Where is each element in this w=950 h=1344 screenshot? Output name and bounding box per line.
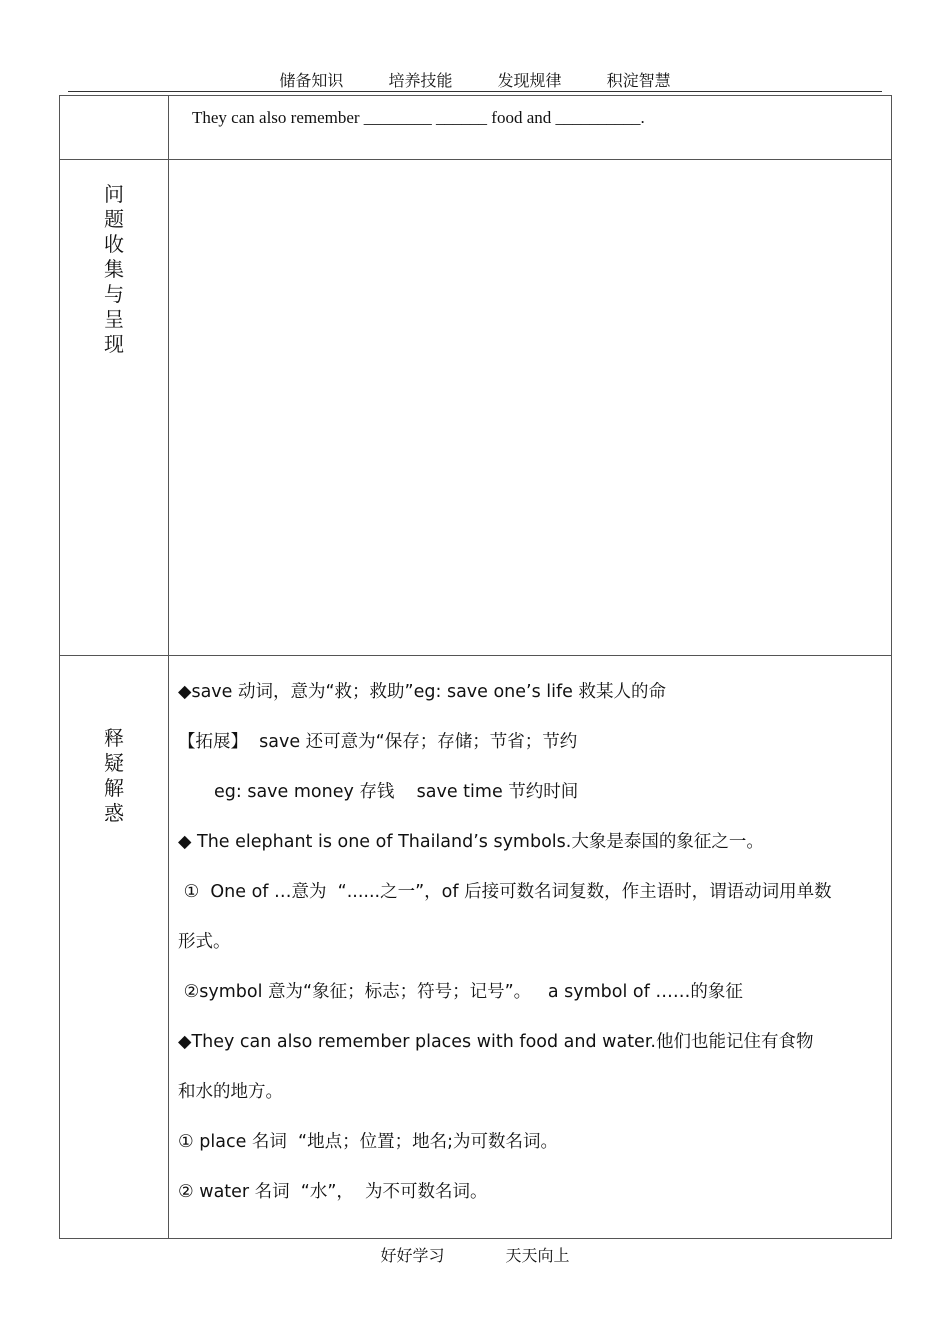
note-line: ◆They can also remember places with food and water.他们也能记住有食物: [178, 1032, 814, 1052]
page-footer: [0, 1243, 950, 1266]
header-item: 积淀智慧: [606, 71, 671, 90]
content-cell: [169, 656, 892, 1239]
explanation-notes: [169, 656, 891, 1217]
note-line: ① One of …意为 “......之一”，of 后接可数名词复数，作主语时，谓语动词用单数: [178, 882, 832, 902]
note-line: 形式。: [178, 932, 231, 952]
note-line: ◆ The elephant is one of Thailand’s symbols.大象是泰国的象征之一。: [178, 832, 764, 852]
footer-item: 好好学习: [380, 1246, 445, 1265]
note-line: ◆save 动词，意为“救；救助”eg: save one’s life 救某人的命: [178, 682, 666, 702]
note-line: 【拓展】 save 还可意为“保存；存储；节省；节约: [178, 732, 578, 752]
label-cell: [60, 96, 169, 160]
table-row: [60, 96, 892, 160]
section-label-explanations: 释疑解惑: [104, 726, 124, 825]
note-line: eg: save money 存钱 save time 节约时间: [214, 782, 579, 802]
label-cell: [60, 656, 169, 1239]
worksheet-table: [59, 95, 892, 1239]
footer-item: 天天向上: [505, 1246, 570, 1265]
table-row: [60, 656, 892, 1239]
note-line: ① place 名词 “地点；位置；地名;为可数名词。: [178, 1132, 558, 1152]
note-line: ②symbol 意为“象征；标志；符号；记号”。 a symbol of ……的象征: [178, 982, 743, 1002]
header-item: 储备知识: [279, 71, 344, 90]
header-rule: [68, 91, 882, 92]
label-cell: [60, 160, 169, 656]
fill-blank-sentence: They can also remember ________ ______ food and __________.: [192, 108, 645, 127]
note-line: 和水的地方。: [178, 1082, 283, 1102]
header-item: 培养技能: [388, 71, 453, 90]
page-header: [0, 68, 950, 91]
questions-answer-area[interactable]: [169, 160, 892, 656]
content-cell: [169, 96, 892, 160]
note-line: ② water 名词 “水”， 为不可数名词。: [178, 1182, 488, 1202]
header-item: 发现规律: [497, 71, 562, 90]
table-row: [60, 160, 892, 656]
section-label-questions: 问题收集与呈现: [104, 182, 124, 356]
